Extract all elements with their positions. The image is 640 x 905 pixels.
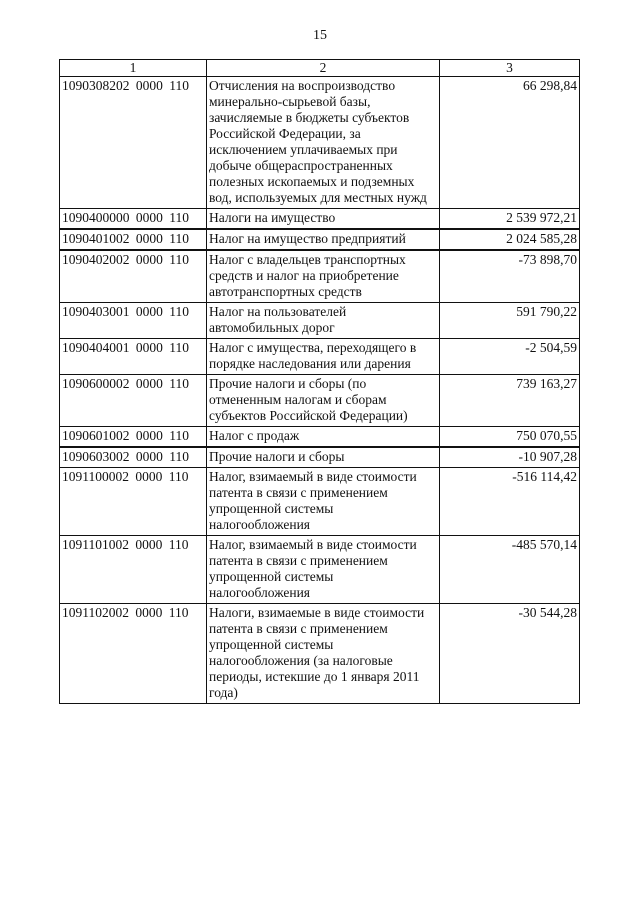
- amount-cell: 739 163,27: [440, 375, 580, 427]
- item-name-cell: Налоги, взимаемые в виде стоимости патента в связи с применением упрощенной системы налогообложения (за налоговые периоды, истекшие до 1 января 2011 года): [207, 604, 440, 704]
- table-row: [60, 375, 580, 427]
- amount-cell: 66 298,84: [440, 77, 580, 209]
- table-row: [60, 339, 580, 375]
- budget-code-cell: 1090404001 0000 110: [60, 339, 207, 375]
- item-name-cell: Налог на пользователей автомобильных дорог: [207, 303, 440, 339]
- table-row: [60, 250, 580, 303]
- budget-code-cell: 1090402002 0000 110: [60, 250, 207, 303]
- item-name-cell: Налог на имущество предприятий: [207, 229, 440, 250]
- budget-code-cell: 1091100002 0000 110: [60, 468, 207, 536]
- item-name-cell: Налоги на имущество: [207, 209, 440, 230]
- amount-cell: 2 539 972,21: [440, 209, 580, 230]
- item-name-cell: Прочие налоги и сборы: [207, 447, 440, 468]
- item-name-cell: Налог с владельцев транспортных средств и налог на приобретение автотранспортных средств: [207, 250, 440, 303]
- item-name-cell: Налог, взимаемый в виде стоимости патента в связи с применением упрощенной системы налогообложения: [207, 536, 440, 604]
- budget-code-cell: 1090400000 0000 110: [60, 209, 207, 230]
- table-row: [60, 447, 580, 468]
- amount-cell: 591 790,22: [440, 303, 580, 339]
- header-column-1: 1: [60, 60, 207, 77]
- budget-code-cell: 1090601002 0000 110: [60, 427, 207, 448]
- budget-code-cell: 1090603002 0000 110: [60, 447, 207, 468]
- budget-code-cell: 1091101002 0000 110: [60, 536, 207, 604]
- budget-code-cell: 1091102002 0000 110: [60, 604, 207, 704]
- table-row: [60, 209, 580, 230]
- header-column-2: 2: [207, 60, 440, 77]
- table-row: [60, 468, 580, 536]
- budget-code-cell: 1090308202 0000 110: [60, 77, 207, 209]
- table-header-row: [60, 60, 580, 77]
- amount-cell: -73 898,70: [440, 250, 580, 303]
- table-row: [60, 536, 580, 604]
- amount-cell: -30 544,28: [440, 604, 580, 704]
- budget-code-cell: 1090600002 0000 110: [60, 375, 207, 427]
- page-number: 15: [313, 28, 327, 43]
- header-column-3: 3: [440, 60, 580, 77]
- table-row: [60, 77, 580, 209]
- table-row: [60, 229, 580, 250]
- budget-revenue-table: [59, 59, 580, 704]
- table-row: [60, 604, 580, 704]
- amount-cell: -10 907,28: [440, 447, 580, 468]
- item-name-cell: Налог, взимаемый в виде стоимости патента в связи с применением упрощенной системы налогообложения: [207, 468, 440, 536]
- item-name-cell: Отчисления на воспроизводство минерально-сырьевой базы, зачисляемые в бюджеты субъектов Российской Федерации, за исключением уплачиваемых при добыче общераспространенных полезных ископаемых и подземных вод, используемых для местных нужд: [207, 77, 440, 209]
- amount-cell: 750 070,55: [440, 427, 580, 448]
- amount-cell: 2 024 585,28: [440, 229, 580, 250]
- table-row: [60, 427, 580, 448]
- budget-code-cell: 1090401002 0000 110: [60, 229, 207, 250]
- budget-code-cell: 1090403001 0000 110: [60, 303, 207, 339]
- item-name-cell: Прочие налоги и сборы (по отмененным налогам и сборам субъектов Российской Федерации): [207, 375, 440, 427]
- table-row: [60, 303, 580, 339]
- amount-cell: -2 504,59: [440, 339, 580, 375]
- amount-cell: -485 570,14: [440, 536, 580, 604]
- item-name-cell: Налог с имущества, переходящего в порядке наследования или дарения: [207, 339, 440, 375]
- item-name-cell: Налог с продаж: [207, 427, 440, 448]
- amount-cell: -516 114,42: [440, 468, 580, 536]
